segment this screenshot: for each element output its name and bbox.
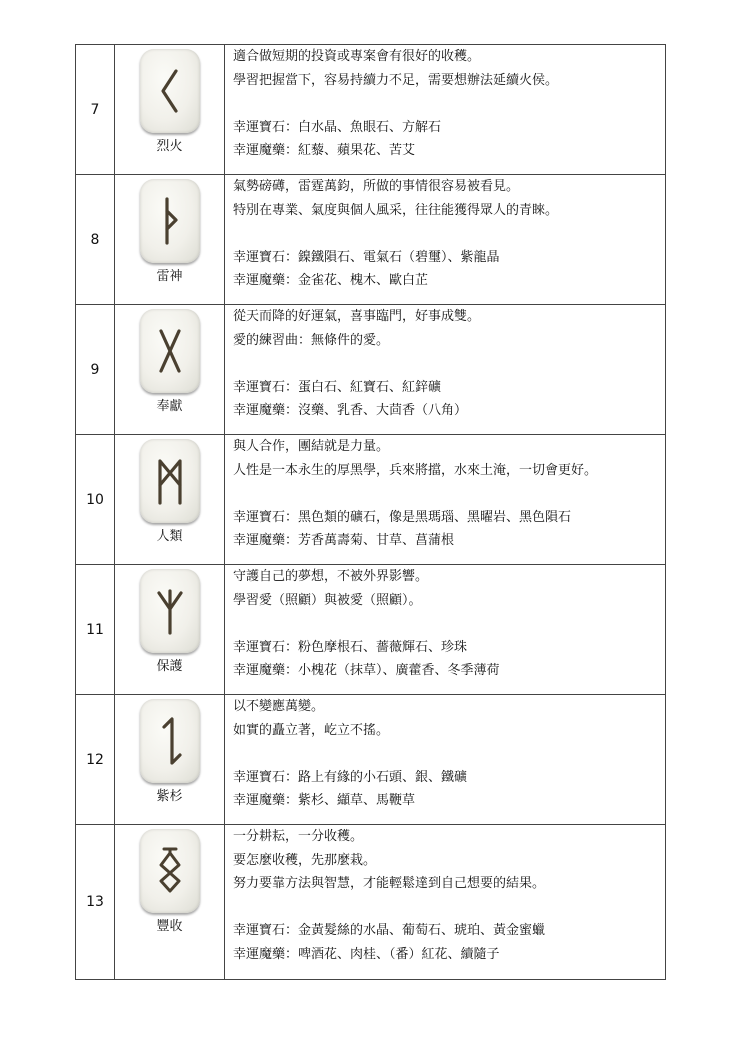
table-row xyxy=(76,695,666,825)
lucky-herb: 幸運魔藥：小槐花（抹草）、廣藿香、冬季薄荷 xyxy=(233,663,500,678)
rune-mannaz-icon xyxy=(140,439,200,523)
rune-ingwaz-icon xyxy=(140,829,200,913)
rune-eihwaz-icon xyxy=(140,699,200,783)
row-number: 11 xyxy=(76,565,115,695)
description-line: 與人合作，團結就是力量。 xyxy=(233,439,390,454)
lucky-gem: 幸運寶石：鎳鐵隕石、電氣石（碧璽）、紫龍晶 xyxy=(233,249,500,265)
table-row xyxy=(76,175,666,305)
row-number: 10 xyxy=(76,435,115,565)
rune-name: 保護 xyxy=(156,659,183,674)
rune-name: 紫杉 xyxy=(156,789,183,804)
rune-gebo-icon xyxy=(140,309,200,393)
table-row xyxy=(76,565,666,695)
lucky-herb: 幸運魔藥：芳香萬壽菊、甘草、菖蒲根 xyxy=(233,533,455,548)
description-line: 努力要靠方法與智慧，才能輕鬆達到自己想要的結果。 xyxy=(233,876,546,891)
lucky-gem: 幸運寶石：粉色摩根石、薔薇輝石、珍珠 xyxy=(233,639,468,655)
description-line: 以不變應萬變。 xyxy=(233,699,325,714)
rune-thurisaz-icon xyxy=(140,179,200,263)
description-line: 守護自己的夢想，不被外界影響。 xyxy=(233,569,429,584)
rune-name: 雷神 xyxy=(156,269,183,284)
table-row xyxy=(76,45,666,175)
table-row xyxy=(76,435,666,565)
table-row xyxy=(76,305,666,435)
rune-name: 人類 xyxy=(156,529,183,544)
description-line: 學習愛（照顧）與被愛（照顧）。 xyxy=(233,592,422,608)
row-number: 7 xyxy=(76,45,115,175)
description-line: 人性是一本永生的厚黑學，兵來將擋，水來土淹，一切會更好。 xyxy=(233,462,598,478)
rune-name: 奉獻 xyxy=(156,399,183,414)
row-number: 8 xyxy=(76,175,115,305)
row-number: 13 xyxy=(76,825,115,980)
description-line: 一分耕耘，一分收穫。 xyxy=(233,829,364,844)
row-number: 12 xyxy=(76,695,115,825)
row-number: 9 xyxy=(76,305,115,435)
description-line: 學習把握當下，容易持續力不足，需要想辦法延續火侯。 xyxy=(233,72,559,88)
lucky-herb: 幸運魔藥：啤酒花、肉桂、（番）紅花、續隨子 xyxy=(233,946,500,962)
description-line: 要怎麼收穫，先那麼栽。 xyxy=(233,852,377,868)
description-line: 適合做短期的投資或專案會有很好的收穫。 xyxy=(233,49,481,64)
description-line: 如實的矗立著，屹立不搖。 xyxy=(233,722,390,738)
lucky-gem: 幸運寶石：黑色類的礦石，像是黑瑪瑙、黑曜岩、黑色隕石 xyxy=(233,509,572,525)
rune-kenaz-icon xyxy=(140,49,200,133)
lucky-herb: 幸運魔藥：紅藜、蘋果花、苦艾 xyxy=(233,143,416,158)
rune-table xyxy=(75,44,666,980)
description-line: 從天而降的好運氣，喜事臨門，好事成雙。 xyxy=(233,309,481,324)
table-row xyxy=(76,825,666,980)
lucky-gem: 幸運寶石：金黃髮絲的水晶、葡萄石、琥珀、黃金蜜蠟 xyxy=(233,923,546,938)
lucky-gem: 幸運寶石：路上有緣的小石頭、銀、鐵礦 xyxy=(233,769,468,785)
lucky-herb: 幸運魔藥：沒藥、乳香、大茴香（八角） xyxy=(233,403,468,418)
description-line: 氣勢磅礡，雷霆萬鈞，所做的事情很容易被看見。 xyxy=(233,179,520,194)
description-line: 特別在專業、氣度與個人風采，往往能獲得眾人的青睞。 xyxy=(233,202,559,218)
lucky-herb: 幸運魔藥：金雀花、槐木、歐白芷 xyxy=(233,273,429,288)
lucky-gem: 幸運寶石：白水晶、魚眼石、方解石 xyxy=(233,119,442,135)
lucky-gem: 幸運寶石：蛋白石、紅寶石、紅鋅礦 xyxy=(233,379,442,395)
description-line: 愛的練習曲：無條件的愛。 xyxy=(233,332,390,348)
rune-name: 烈火 xyxy=(156,139,183,154)
rune-name: 豐收 xyxy=(156,919,183,934)
rune-algiz-icon xyxy=(140,569,200,653)
lucky-herb: 幸運魔藥：紫杉、纈草、馬鞭草 xyxy=(233,793,416,808)
